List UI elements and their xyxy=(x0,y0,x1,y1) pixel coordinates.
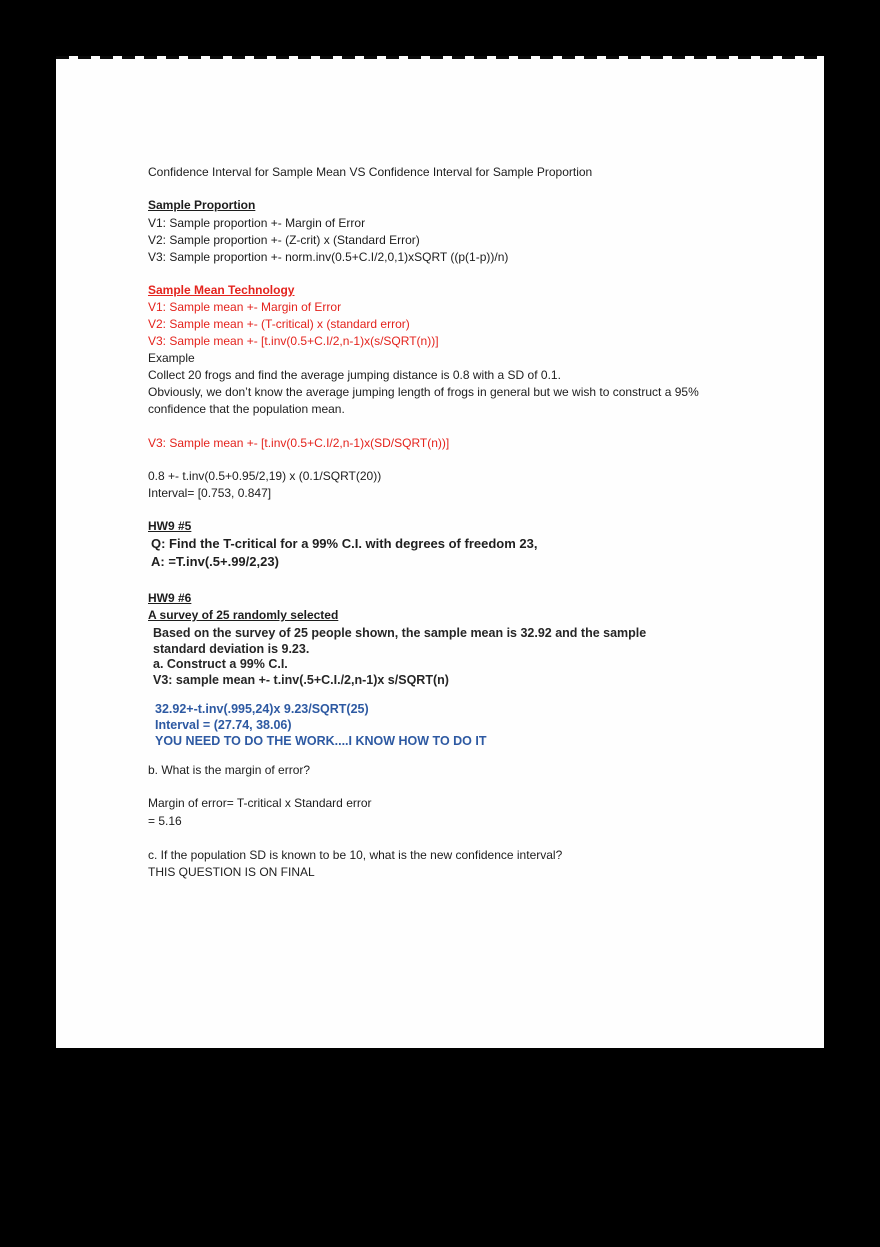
hw9-6-subheading: A survey of 25 randomly selected xyxy=(148,608,339,622)
sample-mean-heading: Sample Mean Technology xyxy=(148,283,295,297)
page-content xyxy=(148,164,812,881)
hw9-5-answer: A: =T.inv(.5+.99/2,23) xyxy=(151,554,279,569)
hw9-5-heading: HW9 #5 xyxy=(148,519,192,533)
example-line-3: confidence that the population mean. xyxy=(148,402,345,416)
hw9-6-heading: HW9 #6 xyxy=(148,591,192,605)
sample-mean-v1: V1: Sample mean +- Margin of Error xyxy=(148,300,342,314)
part-c: c. If the population SD is known to be 10, what is the new confidence interval? xyxy=(148,848,563,862)
part-b: b. What is the margin of error? xyxy=(148,763,311,777)
margin-of-error-value: = 5.16 xyxy=(148,814,182,828)
sample-mean-v2: V2: Sample mean +- (T-critical) x (standard error) xyxy=(148,317,410,331)
formula-line: V3: sample mean +- t.inv(.5+C.I./2,n-1)x s/SQRT(n) xyxy=(153,672,449,687)
sample-proportion-v3: V3: Sample proportion +- norm.inv(0.5+C.I/2,0,1)xSQRT ((p(1-p))/n) xyxy=(148,250,509,264)
document-page xyxy=(56,56,824,1048)
work-line-3: YOU NEED TO DO THE WORK....I KNOW HOW TO DO IT xyxy=(155,734,487,748)
example-line-2: Obviously, we don’t know the average jumping length of frogs in general but we wish to construct a 95% xyxy=(148,385,699,399)
work-line-2: Interval = (27.74, 38.06) xyxy=(155,718,292,732)
work-line-1: 32.92+-t.inv(.995,24)x 9.23/SQRT(25) xyxy=(155,702,369,716)
sample-proportion-heading: Sample Proportion xyxy=(148,198,256,212)
part-a: a. Construct a 99% C.I. xyxy=(153,657,288,671)
hw9-5-question: Q: Find the T-critical for a 99% C.I. with degrees of freedom 23, xyxy=(151,536,538,551)
final-note: THIS QUESTION IS ON FINAL xyxy=(148,865,315,879)
example-line-1: Collect 20 frogs and find the average jumping distance is 0.8 with a SD of 0.1. xyxy=(148,368,561,382)
formula-v3-sd: V3: Sample mean +- [t.inv(0.5+C.I/2,n-1)x(SD/SQRT(n))] xyxy=(148,436,450,450)
document-title: Confidence Interval for Sample Mean VS Confidence Interval for Sample Proportion xyxy=(148,165,593,179)
calc-line: 0.8 +- t.inv(0.5+0.95/2,19) x (0.1/SQRT(20)) xyxy=(148,469,382,483)
page-top-edge-dashes xyxy=(56,56,824,59)
interval-result: Interval= [0.753, 0.847] xyxy=(148,486,272,500)
survey-line-1: Based on the survey of 25 people shown, the sample mean is 32.92 and the sample xyxy=(153,626,647,640)
margin-of-error-formula: Margin of error= T-critical x Standard error xyxy=(148,796,372,810)
sample-proportion-v1: V1: Sample proportion +- Margin of Error xyxy=(148,216,366,230)
example-label: Example xyxy=(148,351,195,365)
survey-line-2: standard deviation is 9.23. xyxy=(153,641,310,656)
sample-mean-v3: V3: Sample mean +- [t.inv(0.5+C.I/2,n-1)x(s/SQRT(n))] xyxy=(148,334,439,348)
sample-proportion-v2: V2: Sample proportion +- (Z-crit) x (Standard Error) xyxy=(148,233,420,247)
